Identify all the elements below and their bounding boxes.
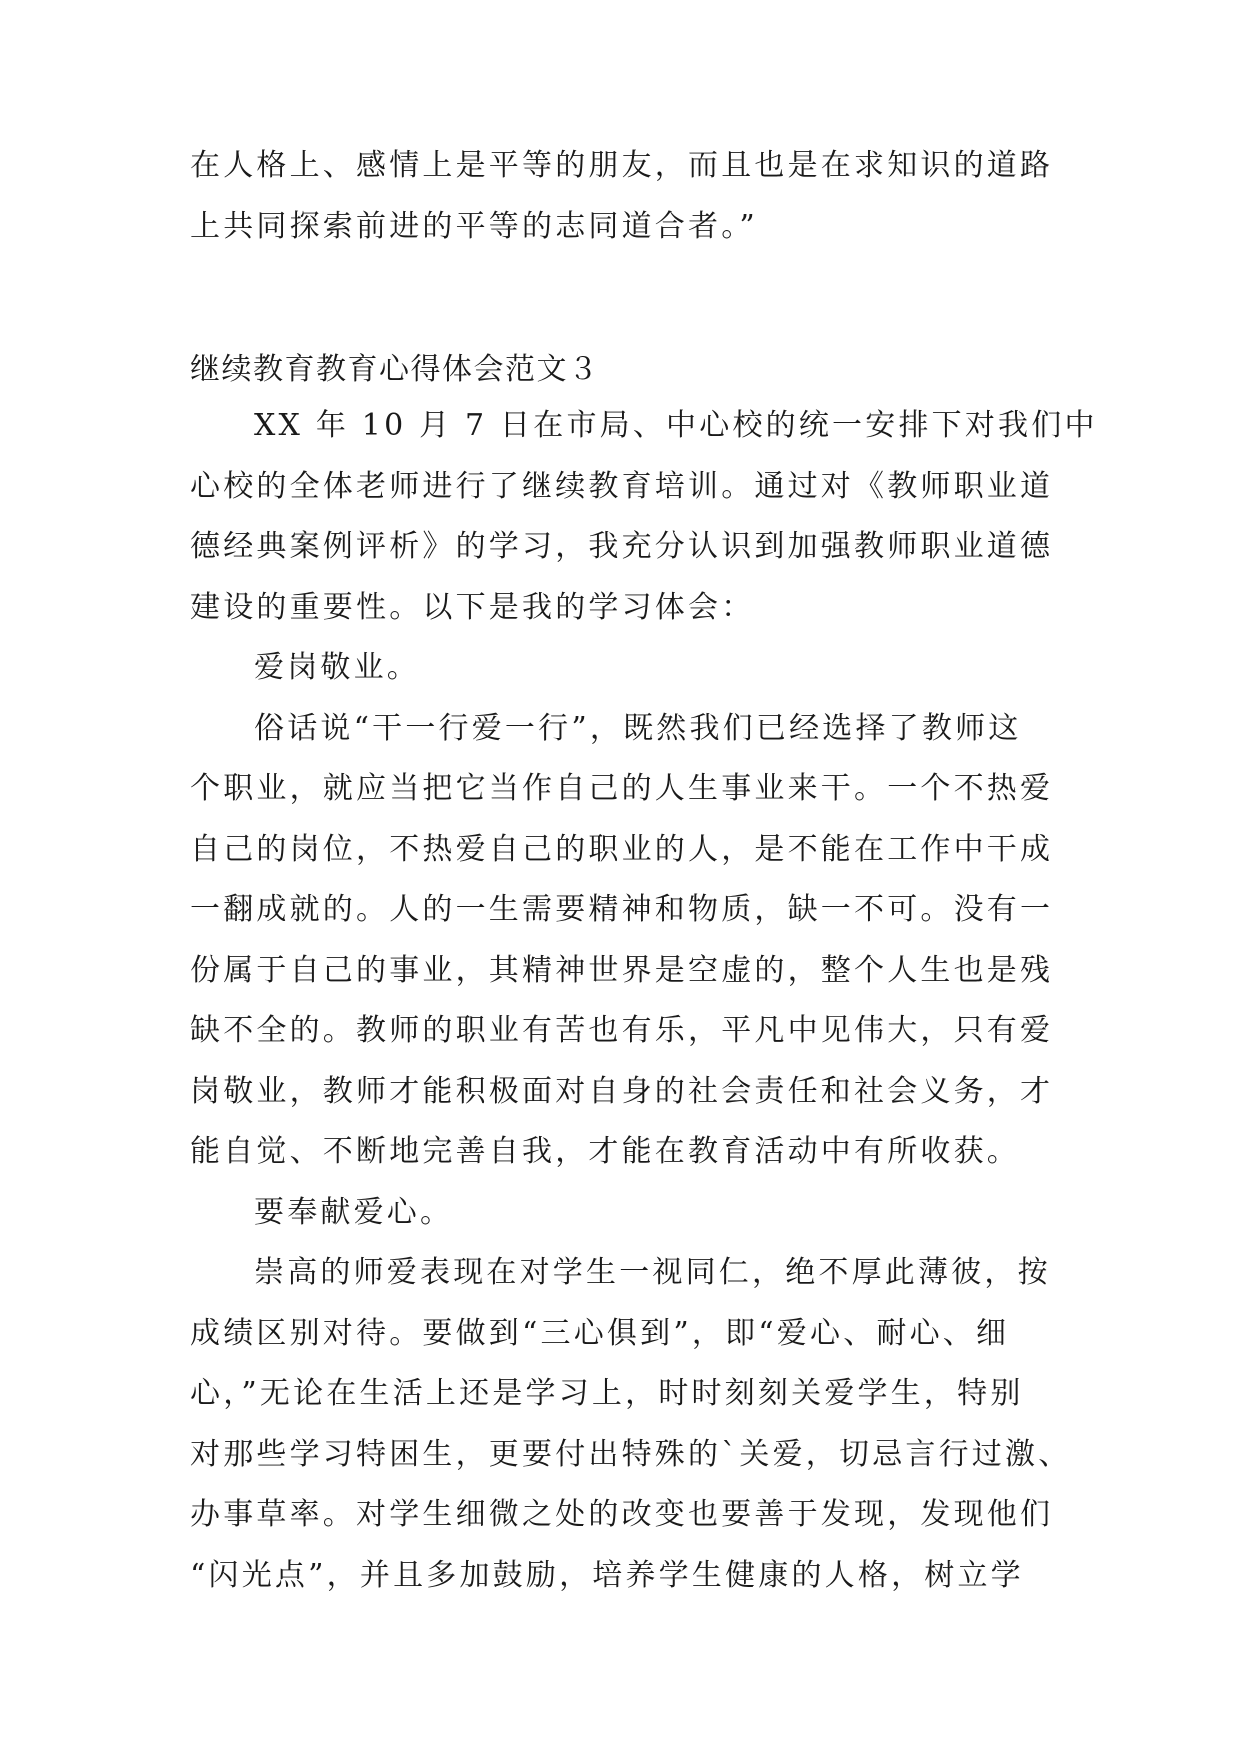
body-line: 爱岗敬业。 (254, 650, 420, 685)
intro-paragraph (190, 136, 1070, 257)
body-line: 能自觉、不断地完善自我，才能在教育活动中有所收获。 (190, 1134, 1020, 1169)
body-line: 缺不全的。教师的职业有苦也有乐，平凡中见伟大，只有爱 (190, 1013, 1054, 1048)
body-line: 自己的岗位，不热爱自己的职业的人，是不能在工作中干成 (190, 831, 1054, 867)
body-text (190, 396, 1098, 1606)
body-line: XX 年 10 月 7 日在市局、中心校的统一安排下对我们中 (254, 408, 1098, 443)
body-line: “闪光点”，并且多加鼓励，培养学生健康的人格，树立学 (190, 1557, 1024, 1593)
section-title: 继续教育教育心得体会范文３ (190, 352, 600, 387)
body-line: 德经典案例评析》的学习，我充分认识到加强教师职业道德 (190, 529, 1054, 564)
intro-line: 上共同探索前进的平等的志同道合者。” (190, 208, 758, 244)
body-line: 俗话说“干一行爱一行”，既然我们已经选择了教师这 (254, 710, 1022, 746)
body-line: 对那些学习特困生，更要付出特殊的`关爱，切忌言行过激、 (190, 1436, 1072, 1472)
body-line: 要奉献爱心。 (254, 1194, 454, 1230)
body-line: 份属于自己的事业，其精神世界是空虚的，整个人生也是残 (190, 952, 1054, 988)
body-line: 个职业，就应当把它当作自己的人生事业来干。一个不热爱 (190, 771, 1054, 806)
body-line: 心，”无论在生活上还是学习上，时时刻刻关爱学生，特别 (190, 1376, 1024, 1411)
intro-line: 在人格上、感情上是平等的朋友，而且也是在求知识的道路 (190, 148, 1054, 183)
body-line: 办事草率。对学生细微之处的改变也要善于发现，发现他们 (190, 1497, 1054, 1532)
body-line: 成绩区别对待。要做到“三心俱到”，即“爱心、耐心、细 (190, 1315, 1010, 1351)
body-line: 岗敬业，教师才能积极面对自身的社会责任和社会义务，才 (190, 1073, 1054, 1109)
body-line: 一翻成就的。人的一生需要精神和物质，缺一不可。没有一 (190, 892, 1054, 927)
body-line: 建设的重要性。以下是我的学习体会： (190, 589, 755, 625)
body-line: 崇高的师爱表现在对学生一视同仁，绝不厚此薄彼，按 (254, 1255, 1051, 1290)
body-line: 心校的全体老师进行了继续教育培训。通过对《教师职业道 (190, 468, 1054, 504)
